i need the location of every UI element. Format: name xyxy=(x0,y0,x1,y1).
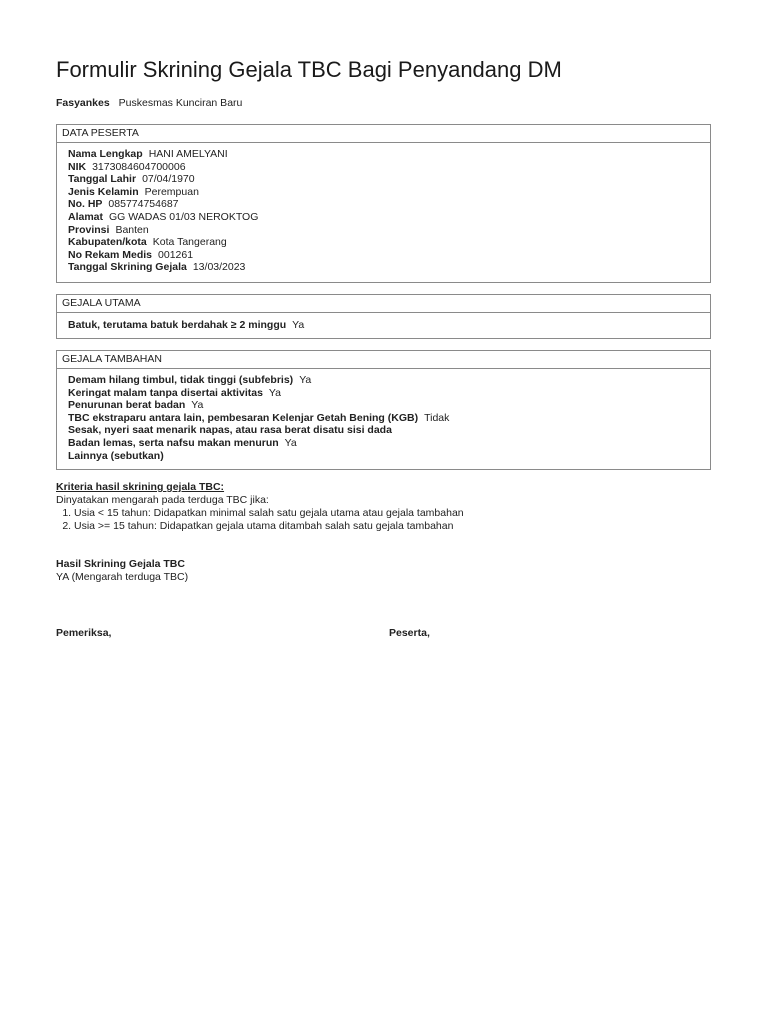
gejala-tambahan-row xyxy=(68,412,710,425)
field-value: 3173084604700006 xyxy=(92,160,186,173)
kriteria-intro: Dinyatakan mengarah pada terduga TBC jika: xyxy=(56,494,269,507)
gejala-tambahan-row xyxy=(68,387,710,400)
symptom-label: Lainnya (sebutkan) xyxy=(68,449,164,462)
kriteria-item: 2. Usia >= 15 tahun: Didapatkan gejala utama ditambah salah satu gejala tambahan xyxy=(74,520,464,533)
field-value: Banten xyxy=(115,223,149,236)
kriteria-list xyxy=(56,507,464,533)
symptom-value: Ya xyxy=(292,319,305,331)
hasil-value: YA (Mengarah terduga TBC) xyxy=(56,571,189,584)
symptom-label: Demam hilang timbul, tidak tinggi (subfebris) xyxy=(68,374,294,386)
gejala-utama-body xyxy=(57,313,710,336)
peserta-row-nama xyxy=(68,148,710,161)
peserta-row-jenis-kelamin xyxy=(68,186,710,199)
symptom-label: Penurunan berat badan xyxy=(68,399,186,412)
kriteria-block xyxy=(56,481,464,533)
fasyankes-value: Puskesmas Kunciran Baru xyxy=(118,97,243,109)
gejala-tambahan-row xyxy=(68,374,710,387)
peserta-row-tanggal-lahir xyxy=(68,173,710,186)
symptom-label: TBC ekstraparu antara lain, pembesaran Kelenjar Getah Bening (KGB) xyxy=(68,411,419,424)
peserta-row-rekam-medis xyxy=(68,249,710,262)
fasyankes-line xyxy=(56,97,242,110)
field-label: Alamat xyxy=(68,210,104,223)
field-value: 13/03/2023 xyxy=(192,261,246,274)
gejala-utama-header: GEJALA UTAMA xyxy=(57,295,710,313)
kriteria-heading: Kriteria hasil skrining gejala TBC: xyxy=(56,481,225,493)
gejala-tambahan-body xyxy=(57,369,710,466)
peserta-row-nik xyxy=(68,161,710,174)
field-value: GG WADAS 01/03 NEROKTOG xyxy=(109,210,259,223)
data-peserta-header: DATA PESERTA xyxy=(57,125,710,143)
field-label: No Rekam Medis xyxy=(68,248,153,261)
fasyankes-label: Fasyankes xyxy=(56,97,110,109)
data-peserta-body xyxy=(57,143,710,278)
field-label: Tanggal Lahir xyxy=(68,173,137,186)
field-label: Provinsi xyxy=(68,223,110,236)
hasil-block xyxy=(56,558,188,584)
symptom-label: Batuk, terutama batuk berdahak ≥ 2 minggu xyxy=(68,319,287,331)
data-peserta-section xyxy=(56,124,711,283)
field-value: 07/04/1970 xyxy=(142,173,195,186)
field-value: 001261 xyxy=(158,248,194,261)
symptom-value: Ya xyxy=(299,374,312,386)
symptom-value: Ya xyxy=(268,386,281,399)
field-value: 085774754687 xyxy=(108,198,179,211)
field-value: HANI AMELYANI xyxy=(148,148,228,160)
field-value: Kota Tangerang xyxy=(152,236,227,249)
symptom-label: Sesak, nyeri saat menarik napas, atau rasa berat disatu sisi dada xyxy=(68,424,392,437)
peserta-row-provinsi xyxy=(68,224,710,237)
field-label: Kabupaten/kota xyxy=(68,236,147,249)
page-title: Formulir Skrining Gejala TBC Bagi Penyandang DM xyxy=(56,57,562,82)
peserta-row-no-hp xyxy=(68,198,710,211)
pemeriksa-signature-label: Pemeriksa, xyxy=(56,627,112,639)
gejala-tambahan-row xyxy=(68,437,710,450)
peserta-row-kabupaten xyxy=(68,236,710,249)
symptom-label: Badan lemas, serta nafsu makan menurun xyxy=(68,436,279,449)
hasil-label: Hasil Skrining Gejala TBC xyxy=(56,558,185,570)
peserta-signature-label: Peserta, xyxy=(389,627,430,639)
peserta-row-tanggal-skrining xyxy=(68,261,710,274)
gejala-tambahan-section xyxy=(56,350,711,470)
symptom-value: Ya xyxy=(284,436,297,449)
field-label: NIK xyxy=(68,160,87,173)
symptom-value: Ya xyxy=(191,399,204,412)
peserta-row-alamat xyxy=(68,211,710,224)
field-value: Perempuan xyxy=(144,185,199,198)
symptom-value: Tidak xyxy=(424,411,450,424)
gejala-tambahan-row xyxy=(68,450,710,463)
symptom-label: Keringat malam tanpa disertai aktivitas xyxy=(68,386,263,399)
gejala-tambahan-header: GEJALA TAMBAHAN xyxy=(57,351,710,369)
field-label: Tanggal Skrining Gejala xyxy=(68,261,187,274)
gejala-tambahan-row xyxy=(68,424,710,437)
field-label: Jenis Kelamin xyxy=(68,185,139,198)
gejala-utama-section xyxy=(56,294,711,339)
gejala-tambahan-row xyxy=(68,399,710,412)
field-label: Nama Lengkap xyxy=(68,148,143,160)
field-label: No. HP xyxy=(68,198,103,211)
gejala-utama-row xyxy=(68,319,710,332)
kriteria-item: 1. Usia < 15 tahun: Didapatkan minimal salah satu gejala utama atau gejala tambahan xyxy=(74,507,464,520)
